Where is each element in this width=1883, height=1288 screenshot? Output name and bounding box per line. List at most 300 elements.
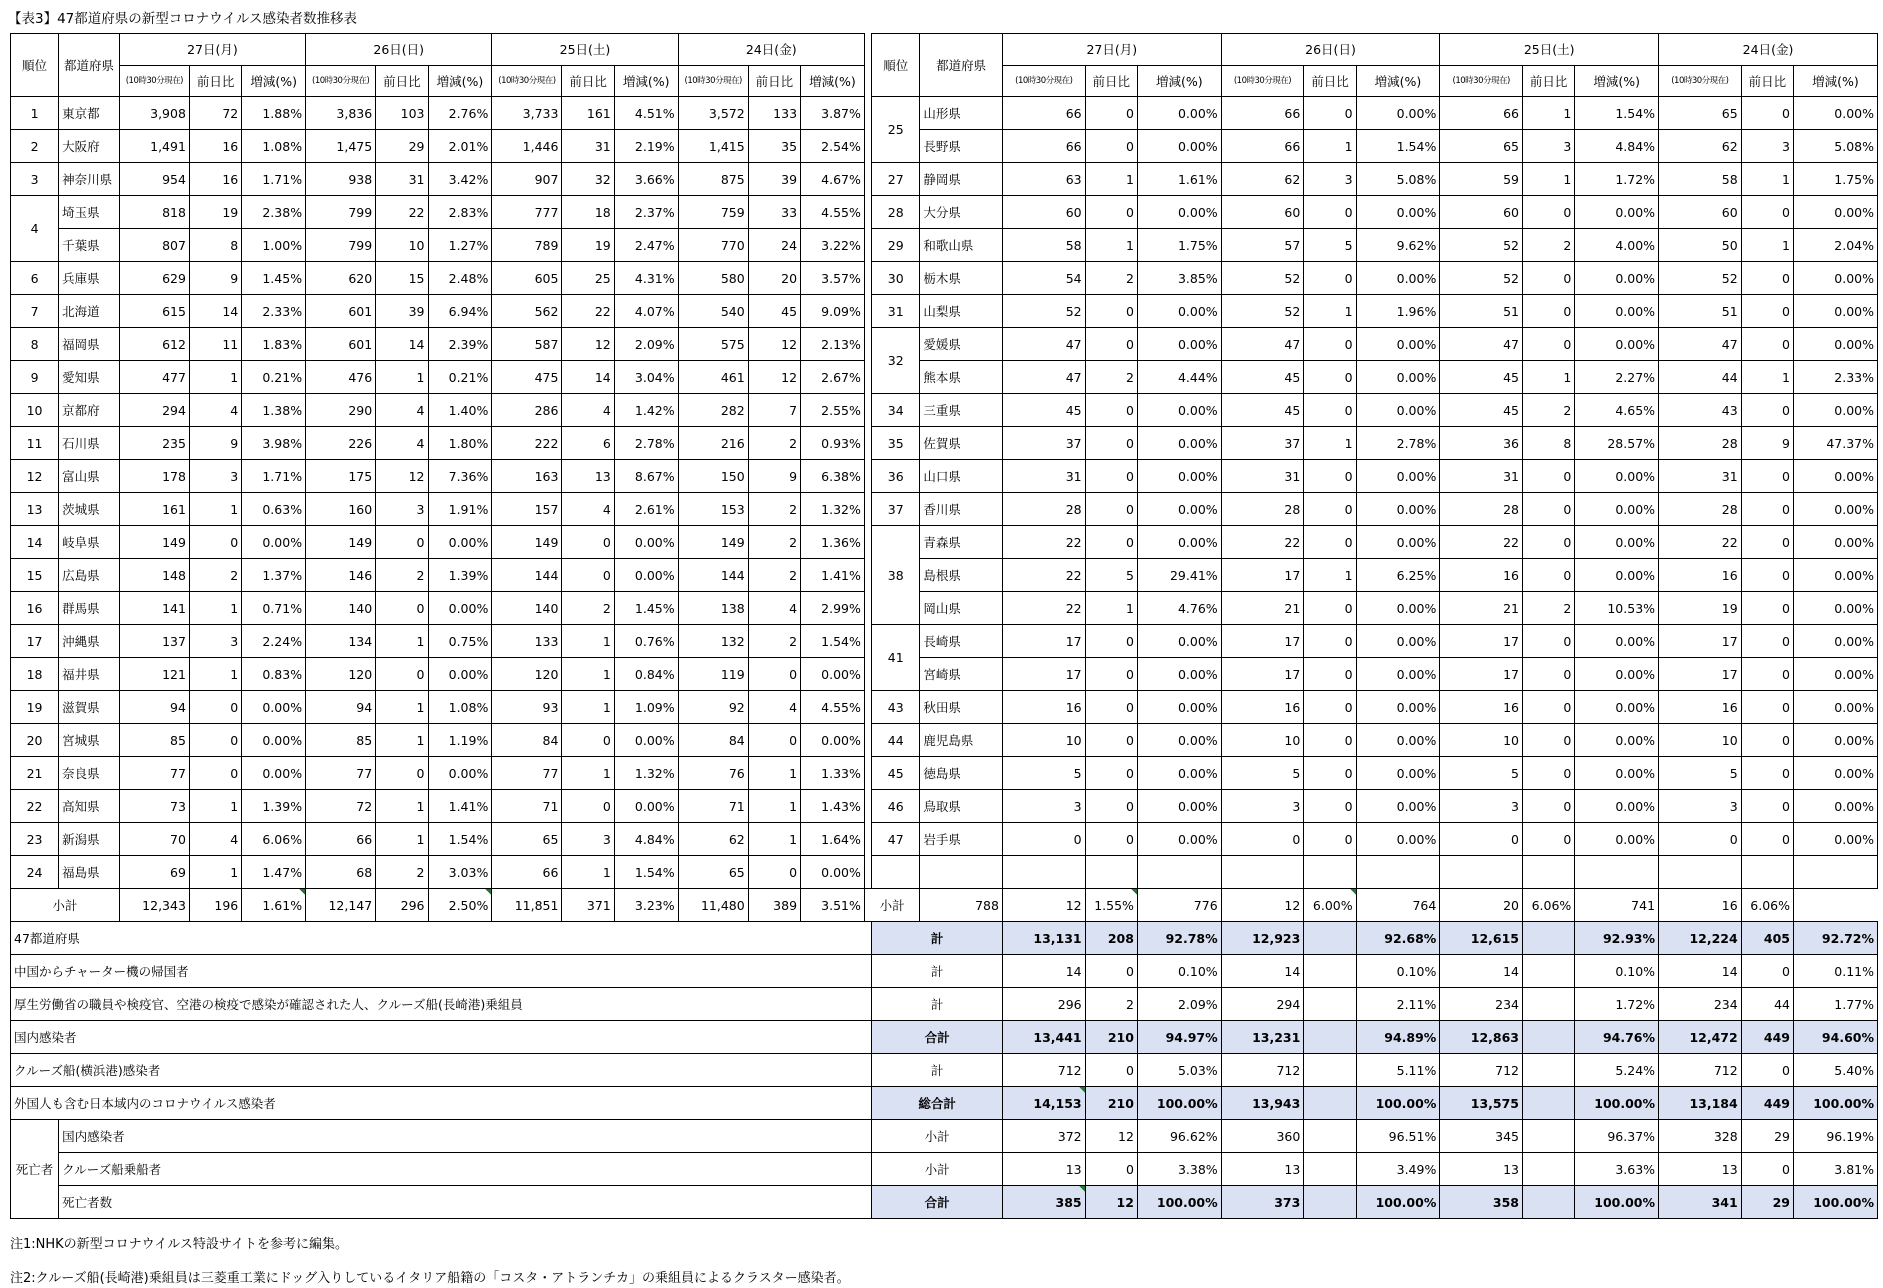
diff-cell: 0	[1741, 691, 1793, 724]
column-gap	[864, 34, 871, 889]
count-cell: 16	[1659, 691, 1742, 724]
rate-cell: 6.25%	[1356, 559, 1440, 592]
diff-cell: 2	[748, 625, 800, 658]
rate-cell: 0.00%	[1137, 757, 1221, 790]
rank-cell: 24	[11, 856, 59, 889]
count-cell: 282	[678, 394, 748, 427]
rate-cell: 0.00%	[1575, 196, 1659, 229]
count-cell: 85	[119, 724, 189, 757]
rate-cell: 0.00%	[242, 526, 306, 559]
count-cell: 22	[1002, 592, 1085, 625]
prefecture-cell: 鹿児島県	[920, 724, 1003, 757]
prefecture-cell: 長野県	[920, 130, 1003, 163]
rate-cell: 1.39%	[242, 790, 306, 823]
diff-cell: 0	[376, 757, 428, 790]
prefecture-cell: 熊本県	[920, 361, 1003, 394]
diff-cell: 29	[1741, 1186, 1793, 1219]
rank-cell: 17	[11, 625, 59, 658]
count-cell: 12,472	[1659, 1021, 1742, 1054]
count-cell: 17	[1659, 658, 1742, 691]
diff-cell: 12	[1221, 889, 1304, 922]
rate-cell: 0.00%	[1794, 295, 1878, 328]
prefecture-cell: 神奈川県	[59, 163, 120, 196]
diff-cell: 39	[748, 163, 800, 196]
table-row	[11, 97, 1878, 130]
diff-cell: 2	[376, 856, 428, 889]
count-cell: 140	[492, 592, 562, 625]
count-cell: 121	[119, 658, 189, 691]
rate-cell: 0.00%	[1356, 460, 1440, 493]
rate-subheader: 増減(%)	[614, 66, 678, 97]
count-cell: 3,572	[678, 97, 748, 130]
diff-cell: 0	[189, 757, 241, 790]
diff-cell: 0	[1085, 823, 1137, 856]
rate-cell: 0.00%	[1137, 823, 1221, 856]
count-cell: 148	[119, 559, 189, 592]
diff-cell: 103	[376, 97, 428, 130]
diff-cell	[1304, 1120, 1356, 1153]
prefecture-cell: 埼玉県	[59, 196, 120, 229]
count-cell: 12,923	[1221, 922, 1304, 955]
count-cell: 120	[492, 658, 562, 691]
diff-cell: 0	[1741, 526, 1793, 559]
rate-cell: 0.00%	[1356, 328, 1440, 361]
count-cell: 66	[1002, 130, 1085, 163]
rate-cell: 0.00%	[1137, 790, 1221, 823]
count-cell: 149	[492, 526, 562, 559]
diff-cell: 2	[1085, 361, 1137, 394]
day-header: 26日(日)	[306, 34, 492, 66]
rate-cell: 5.08%	[1356, 163, 1440, 196]
prefecture-cell: 北海道	[59, 295, 120, 328]
count-subheader: (10時30分現在)	[1659, 66, 1742, 97]
prefecture-header: 都道府県	[59, 34, 120, 97]
rate-cell: 96.62%	[1137, 1120, 1221, 1153]
diff-cell: 0	[1085, 130, 1137, 163]
count-subheader: (10時30分現在)	[1440, 66, 1523, 97]
rank-cell: 21	[11, 757, 59, 790]
count-cell: 52	[1002, 295, 1085, 328]
diff-cell: 0	[1304, 691, 1356, 724]
count-cell: 43	[1659, 394, 1742, 427]
prefecture-cell: 秋田県	[920, 691, 1003, 724]
diff-cell: 31	[562, 130, 614, 163]
diff-cell: 1	[376, 625, 428, 658]
rate-cell: 3.63%	[1575, 1153, 1659, 1186]
prefecture-cell: 千葉県	[59, 229, 120, 262]
rate-cell: 2.61%	[614, 493, 678, 526]
rate-cell: 1.61%	[242, 889, 306, 922]
count-cell: 712	[1221, 1054, 1304, 1087]
rate-cell: 2.54%	[801, 130, 865, 163]
count-cell: 163	[492, 460, 562, 493]
diff-cell: 4	[189, 823, 241, 856]
table-row	[11, 427, 1878, 460]
diff-cell: 0	[562, 526, 614, 559]
rate-cell: 0.00%	[1575, 559, 1659, 592]
count-cell: 759	[678, 196, 748, 229]
diff-cell: 1	[1523, 163, 1575, 196]
count-cell: 150	[678, 460, 748, 493]
subtotal-label: 小計	[11, 889, 120, 922]
rank-cell: 38	[872, 526, 920, 625]
table-row	[11, 394, 1878, 427]
diff-cell: 371	[562, 889, 614, 922]
rate-cell: 1.88%	[242, 97, 306, 130]
rate-cell: 0.00%	[1575, 262, 1659, 295]
table-row	[11, 295, 1878, 328]
count-cell: 51	[1440, 295, 1523, 328]
diff-cell: 9	[189, 427, 241, 460]
diff-subheader: 前日比	[1085, 66, 1137, 97]
rate-cell: 0.00%	[614, 724, 678, 757]
rate-cell: 0.00%	[242, 691, 306, 724]
count-cell: 14	[1002, 955, 1085, 988]
count-cell: 17	[1002, 625, 1085, 658]
header-row-days	[11, 34, 1878, 66]
count-cell: 21	[1221, 592, 1304, 625]
diff-cell: 0	[1523, 559, 1575, 592]
diff-cell: 0	[1304, 262, 1356, 295]
diff-cell: 14	[562, 361, 614, 394]
prefecture-cell: 静岡県	[920, 163, 1003, 196]
rate-cell: 0.00%	[1575, 328, 1659, 361]
count-cell: 59	[1440, 163, 1523, 196]
diff-cell: 4	[562, 394, 614, 427]
rate-cell: 0.00%	[1137, 295, 1221, 328]
rank-header: 順位	[11, 34, 59, 97]
count-cell: 0	[1221, 823, 1304, 856]
summary-label: 外国人も含む日本域内のコロナウイルス感染者	[11, 1087, 872, 1120]
count-cell: 13,575	[1440, 1087, 1523, 1120]
rate-cell	[1137, 856, 1221, 889]
diff-cell	[1523, 1186, 1575, 1219]
count-cell: 52	[1440, 262, 1523, 295]
count-cell: 77	[119, 757, 189, 790]
count-cell: 11,480	[678, 889, 748, 922]
rate-cell: 96.37%	[1575, 1120, 1659, 1153]
rate-cell: 2.09%	[614, 328, 678, 361]
diff-cell: 16	[189, 163, 241, 196]
subtotal-row	[11, 889, 1878, 922]
rate-cell: 10.53%	[1575, 592, 1659, 625]
count-cell: 21	[1440, 592, 1523, 625]
diff-cell: 0	[1085, 955, 1137, 988]
diff-cell: 18	[562, 196, 614, 229]
count-cell: 1,475	[306, 130, 376, 163]
count-cell	[1659, 856, 1742, 889]
rate-cell: 0.00%	[1794, 823, 1878, 856]
diff-cell	[1304, 922, 1356, 955]
rate-cell: 2.01%	[428, 130, 492, 163]
count-cell: 601	[306, 295, 376, 328]
rate-cell: 3.85%	[1137, 262, 1221, 295]
diff-cell: 2	[1523, 229, 1575, 262]
rank-cell: 29	[872, 229, 920, 262]
diff-cell: 0	[1523, 328, 1575, 361]
count-cell: 12,615	[1440, 922, 1523, 955]
diff-cell: 1	[1304, 427, 1356, 460]
rate-cell: 3.22%	[801, 229, 865, 262]
summary-row	[11, 1021, 1878, 1054]
diff-cell: 19	[189, 196, 241, 229]
count-cell: 22	[1440, 526, 1523, 559]
count-cell: 51	[1659, 295, 1742, 328]
prefecture-cell: 徳島県	[920, 757, 1003, 790]
diff-cell: 0	[1304, 658, 1356, 691]
diff-cell	[1523, 856, 1575, 889]
rate-cell: 6.00%	[1304, 889, 1356, 922]
rate-cell: 1.40%	[428, 394, 492, 427]
rate-cell	[1356, 856, 1440, 889]
diff-cell: 12	[748, 328, 800, 361]
count-cell: 144	[678, 559, 748, 592]
count-cell: 45	[1221, 394, 1304, 427]
count-cell: 328	[1659, 1120, 1742, 1153]
diff-cell: 1	[1741, 361, 1793, 394]
rate-cell: 0.71%	[242, 592, 306, 625]
count-cell: 52	[1440, 229, 1523, 262]
rate-cell: 4.31%	[614, 262, 678, 295]
count-cell: 144	[492, 559, 562, 592]
count-cell: 17	[1002, 658, 1085, 691]
prefecture-cell: 滋賀県	[59, 691, 120, 724]
diff-cell: 0	[1523, 295, 1575, 328]
count-cell: 47	[1002, 361, 1085, 394]
count-cell: 52	[1221, 262, 1304, 295]
table-row	[11, 625, 1878, 658]
diff-cell: 12	[1085, 1120, 1137, 1153]
rate-cell: 0.00%	[1575, 790, 1659, 823]
rate-cell: 0.00%	[428, 592, 492, 625]
table-row	[11, 658, 1878, 691]
diff-cell	[1523, 1087, 1575, 1120]
diff-cell: 0	[1085, 394, 1137, 427]
rate-cell: 0.00%	[1137, 526, 1221, 559]
count-cell: 47	[1659, 328, 1742, 361]
diff-cell: 0	[562, 790, 614, 823]
prefecture-cell	[920, 856, 1003, 889]
rate-cell: 0.00%	[1137, 493, 1221, 526]
count-cell: 629	[119, 262, 189, 295]
note-1: 注1:NHKの新型コロナウイルス特設サイトを参考に編集。	[10, 1237, 348, 1252]
rate-cell: 6.38%	[801, 460, 865, 493]
count-cell: 907	[492, 163, 562, 196]
count-cell: 146	[306, 559, 376, 592]
count-cell: 712	[1659, 1054, 1742, 1087]
prefecture-cell: 高知県	[59, 790, 120, 823]
count-cell	[1002, 856, 1085, 889]
table-row	[11, 526, 1878, 559]
prefecture-cell: 富山県	[59, 460, 120, 493]
diff-cell: 0	[1741, 955, 1793, 988]
rank-cell: 10	[11, 394, 59, 427]
diff-cell: 196	[189, 889, 241, 922]
count-cell: 10	[1221, 724, 1304, 757]
diff-cell: 35	[748, 130, 800, 163]
count-cell: 84	[678, 724, 748, 757]
diff-cell: 1	[1085, 163, 1137, 196]
count-cell: 17	[1440, 625, 1523, 658]
count-cell: 62	[1221, 163, 1304, 196]
table-row	[11, 460, 1878, 493]
diff-cell: 1	[189, 658, 241, 691]
rate-subheader: 増減(%)	[428, 66, 492, 97]
diff-cell: 6	[562, 427, 614, 460]
diff-cell: 5	[1304, 229, 1356, 262]
diff-cell: 8	[1523, 427, 1575, 460]
count-cell: 3	[1221, 790, 1304, 823]
prefecture-cell: 佐賀県	[920, 427, 1003, 460]
count-cell: 28	[1440, 493, 1523, 526]
diff-cell: 0	[1741, 757, 1793, 790]
count-cell: 19	[1659, 592, 1742, 625]
diff-cell: 0	[1085, 493, 1137, 526]
count-cell: 612	[119, 328, 189, 361]
count-cell: 294	[1221, 988, 1304, 1021]
rate-cell: 1.54%	[614, 856, 678, 889]
rate-cell: 1.72%	[1575, 988, 1659, 1021]
count-cell: 475	[492, 361, 562, 394]
diff-cell: 0	[376, 526, 428, 559]
diff-cell: 1	[748, 790, 800, 823]
table-row	[11, 196, 1878, 229]
diff-cell: 1	[562, 856, 614, 889]
count-cell: 10	[1002, 724, 1085, 757]
rate-cell: 100.00%	[1575, 1087, 1659, 1120]
count-cell: 161	[119, 493, 189, 526]
rate-cell: 9.09%	[801, 295, 865, 328]
table-row	[11, 823, 1878, 856]
prefecture-cell: 茨城県	[59, 493, 120, 526]
death-row	[11, 1186, 1878, 1219]
count-cell: 373	[1221, 1186, 1304, 1219]
rate-cell: 2.24%	[242, 625, 306, 658]
diff-cell: 210	[1085, 1021, 1137, 1054]
rate-cell: 2.38%	[242, 196, 306, 229]
count-cell: 13	[1440, 1153, 1523, 1186]
count-cell: 120	[306, 658, 376, 691]
rate-cell: 4.67%	[801, 163, 865, 196]
count-cell: 0	[1659, 823, 1742, 856]
diff-cell: 0	[1085, 97, 1137, 130]
rate-cell: 1.37%	[242, 559, 306, 592]
rate-cell: 1.33%	[801, 757, 865, 790]
rate-cell: 0.84%	[614, 658, 678, 691]
count-cell: 16	[1440, 559, 1523, 592]
diff-cell: 0	[376, 592, 428, 625]
count-cell	[1221, 856, 1304, 889]
count-cell: 28	[1659, 427, 1742, 460]
rate-cell: 0.00%	[1794, 592, 1878, 625]
rate-cell: 0.00%	[1794, 97, 1878, 130]
count-cell: 14	[1221, 955, 1304, 988]
count-cell: 175	[306, 460, 376, 493]
count-cell: 875	[678, 163, 748, 196]
count-cell: 358	[1440, 1186, 1523, 1219]
count-cell: 31	[1221, 460, 1304, 493]
diff-cell: 0	[1085, 757, 1137, 790]
rank-cell: 30	[872, 262, 920, 295]
rate-cell: 7.36%	[428, 460, 492, 493]
death-label: クルーズ船乗船者	[59, 1153, 872, 1186]
rate-cell: 3.23%	[614, 889, 678, 922]
rate-cell: 0.00%	[1356, 361, 1440, 394]
diff-cell: 4	[562, 493, 614, 526]
diff-cell: 0	[1523, 526, 1575, 559]
rate-cell: 1.96%	[1356, 295, 1440, 328]
rate-cell: 0.00%	[242, 724, 306, 757]
prefecture-cell: 青森県	[920, 526, 1003, 559]
diff-cell: 0	[376, 658, 428, 691]
rate-cell: 1.71%	[242, 460, 306, 493]
diff-cell: 0	[1741, 790, 1793, 823]
rate-cell: 6.06%	[1523, 889, 1575, 922]
diff-cell: 1	[748, 757, 800, 790]
rate-cell: 2.55%	[801, 394, 865, 427]
prefecture-cell: 宮崎県	[920, 658, 1003, 691]
prefecture-cell: 岩手県	[920, 823, 1003, 856]
diff-cell: 0	[1085, 427, 1137, 460]
rate-cell: 8.67%	[614, 460, 678, 493]
rate-cell: 3.38%	[1137, 1153, 1221, 1186]
prefecture-cell: 石川県	[59, 427, 120, 460]
count-cell: 540	[678, 295, 748, 328]
count-cell: 52	[1659, 262, 1742, 295]
diff-cell: 0	[1085, 1153, 1137, 1186]
diff-cell: 22	[376, 196, 428, 229]
rate-cell: 92.93%	[1575, 922, 1659, 955]
count-cell: 93	[492, 691, 562, 724]
rate-cell: 2.33%	[1794, 361, 1878, 394]
rate-cell: 1.83%	[242, 328, 306, 361]
count-cell: 92	[678, 691, 748, 724]
count-cell: 133	[492, 625, 562, 658]
diff-cell: 14	[189, 295, 241, 328]
count-cell: 799	[306, 196, 376, 229]
rate-cell: 1.54%	[801, 625, 865, 658]
rank-cell: 2	[11, 130, 59, 163]
rank-cell: 34	[872, 394, 920, 427]
prefecture-cell: 大阪府	[59, 130, 120, 163]
count-cell: 84	[492, 724, 562, 757]
rank-cell: 35	[872, 427, 920, 460]
diff-cell: 2	[1523, 592, 1575, 625]
rate-cell: 1.08%	[428, 691, 492, 724]
subtotal-label: 小計	[864, 889, 919, 922]
count-cell: 1,446	[492, 130, 562, 163]
rate-cell: 94.76%	[1575, 1021, 1659, 1054]
prefecture-cell: 福井県	[59, 658, 120, 691]
rate-cell: 0.00%	[1137, 196, 1221, 229]
diff-cell: 0	[1741, 592, 1793, 625]
count-cell: 807	[119, 229, 189, 262]
rate-cell: 2.33%	[242, 295, 306, 328]
diff-cell: 0	[1085, 526, 1137, 559]
count-cell: 226	[306, 427, 376, 460]
diff-cell	[1304, 988, 1356, 1021]
count-cell: 62	[1659, 130, 1742, 163]
diff-cell: 405	[1741, 922, 1793, 955]
diff-cell	[1304, 1054, 1356, 1087]
rank-cell: 9	[11, 361, 59, 394]
count-cell: 54	[1002, 262, 1085, 295]
count-cell: 70	[119, 823, 189, 856]
diff-cell: 208	[1085, 922, 1137, 955]
count-cell: 60	[1659, 196, 1742, 229]
diff-cell: 16	[189, 130, 241, 163]
rate-cell: 1.47%	[242, 856, 306, 889]
